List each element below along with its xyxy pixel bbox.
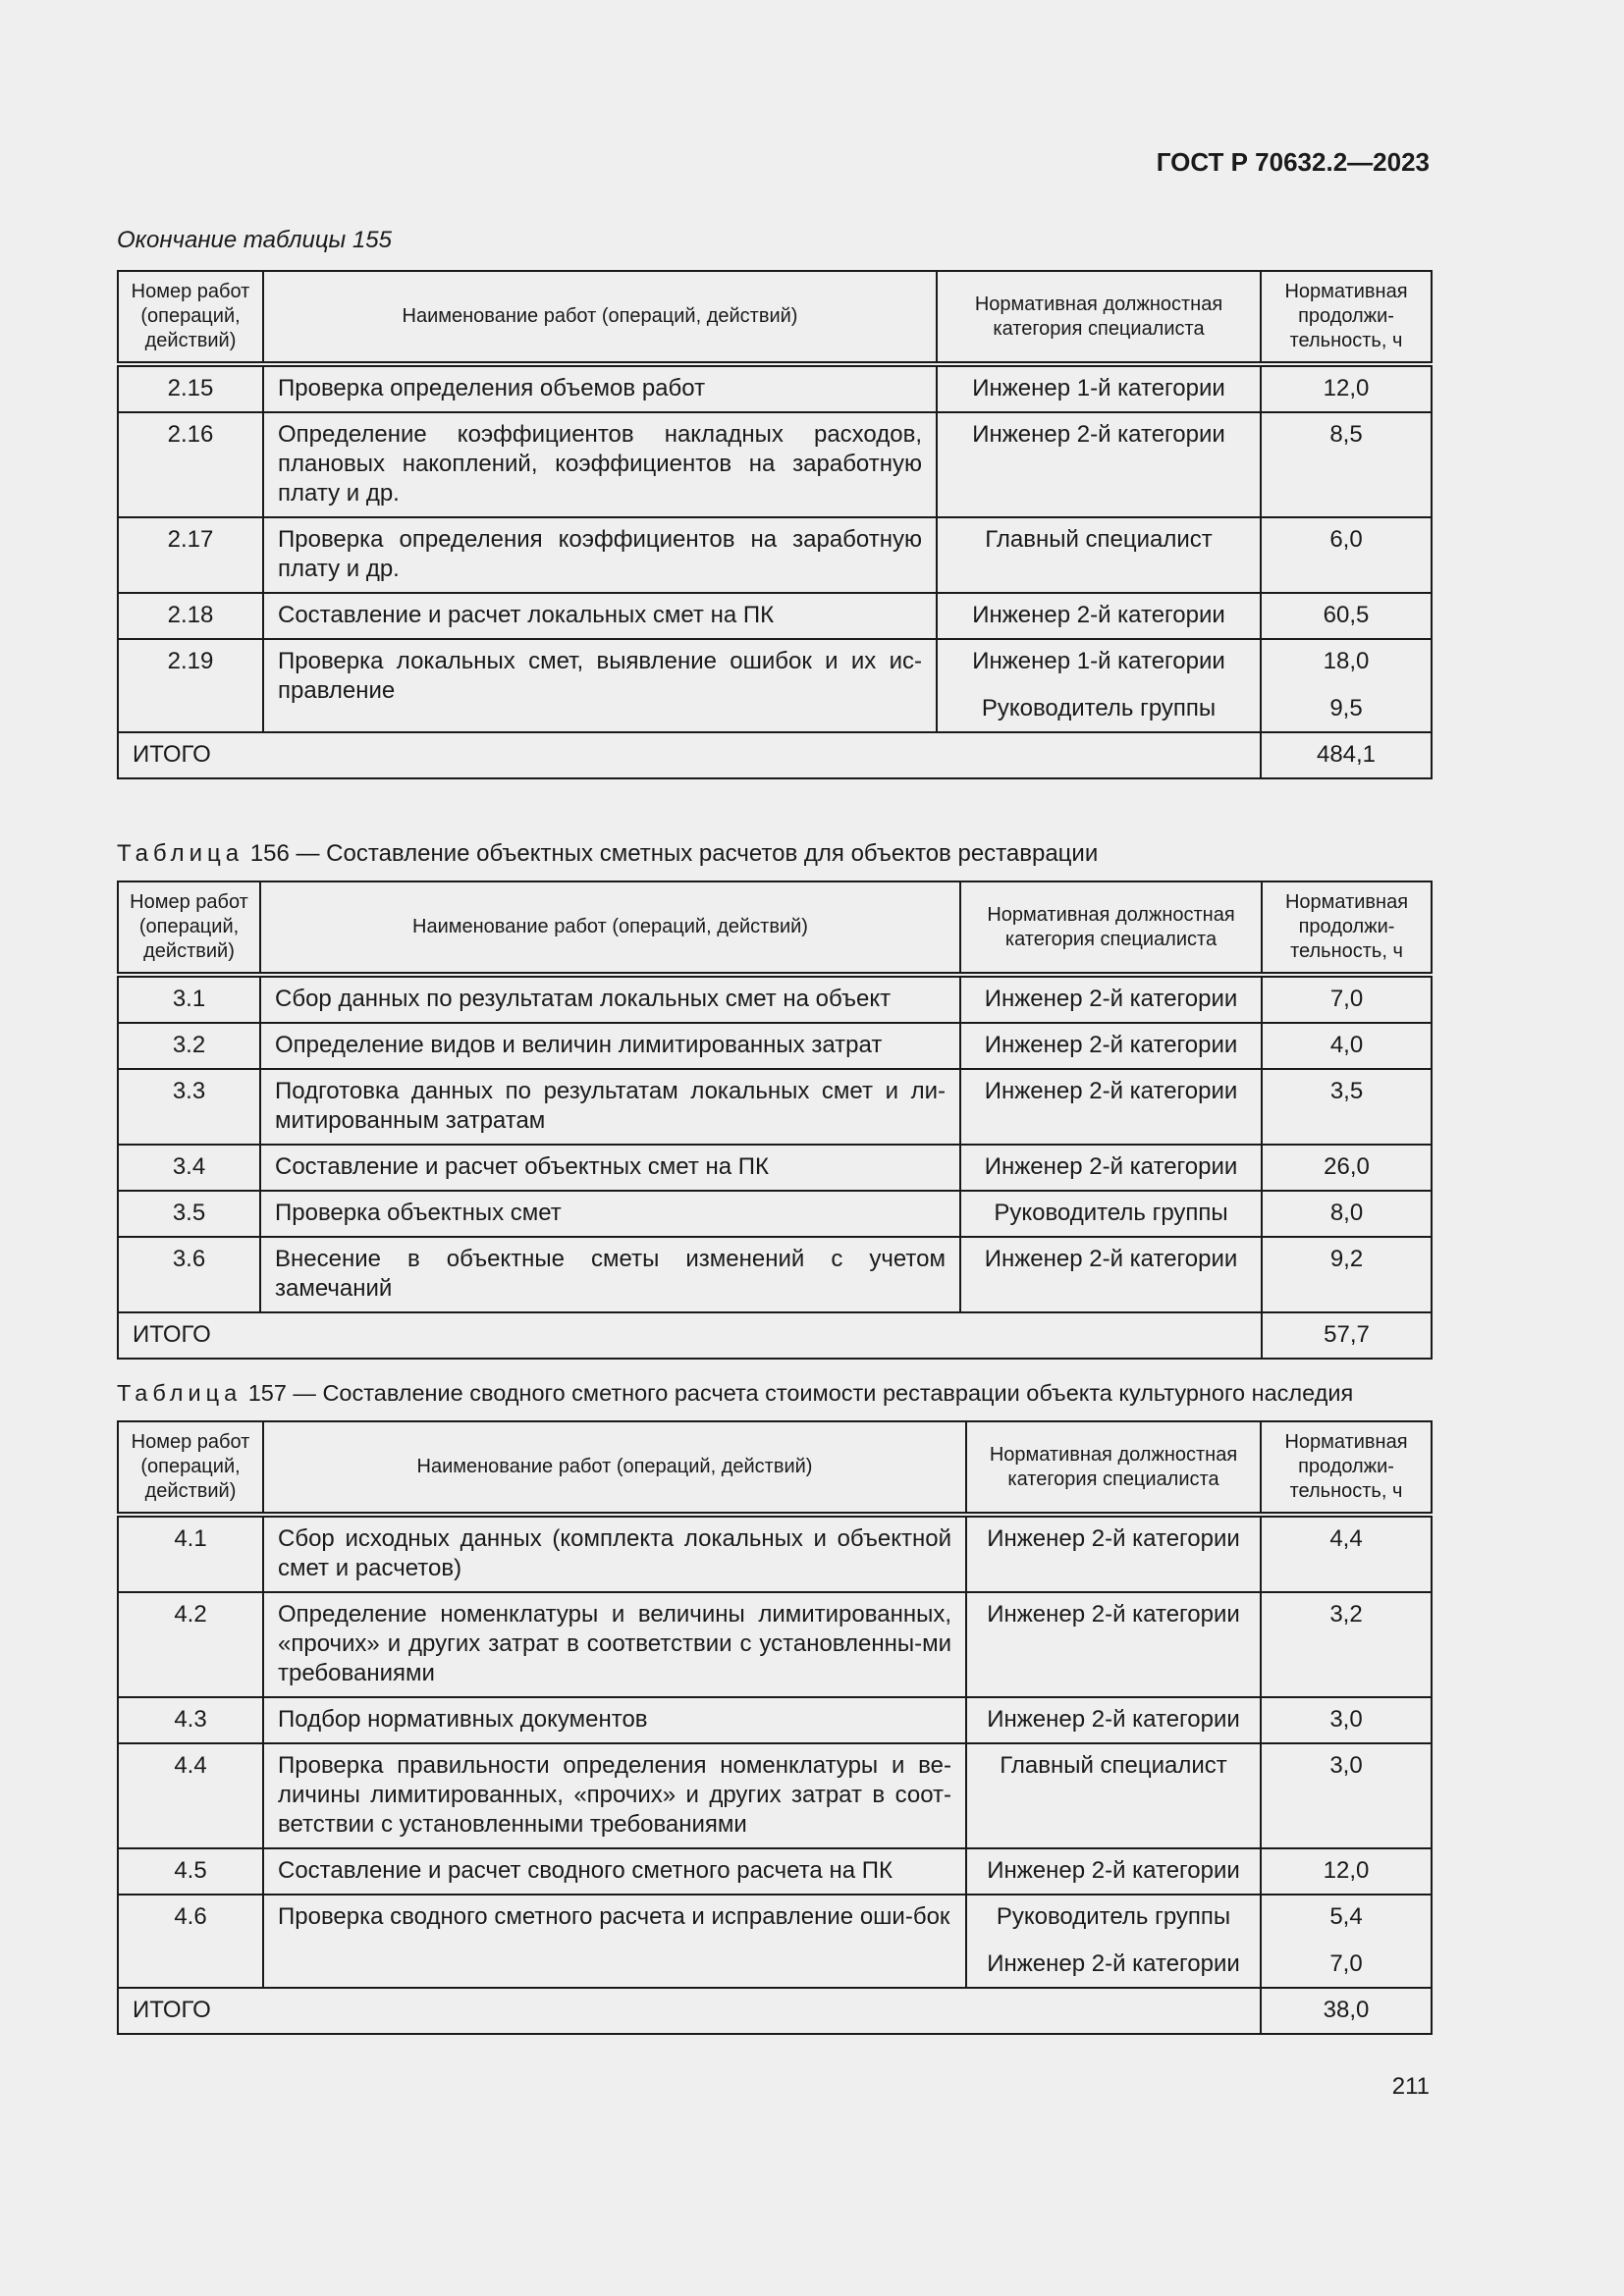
row-category-cell: [937, 517, 1261, 593]
column-header-duration: Нормативная продолжи-тельность, ч: [1261, 1421, 1432, 1515]
row-duration: 6,0: [1329, 526, 1363, 553]
row-duration: 8,0: [1329, 1200, 1364, 1226]
row-category: Инженер 2-й категории: [972, 602, 1225, 628]
row-category: Инженер 2-й категории: [972, 421, 1225, 448]
row-number: 3.4: [118, 1145, 260, 1191]
row-duration-cell: [1261, 1515, 1432, 1592]
column-header-category: Нормативная должностная категория специалиста: [960, 881, 1262, 975]
column-header-name: Наименование работ (операций, действий): [263, 1421, 966, 1515]
row-work-name: Составление и расчет объектных смет на ПК: [260, 1145, 960, 1191]
total-value: 38,0: [1261, 1988, 1432, 2034]
column-header-duration: Нормативная продолжи-тельность, ч: [1261, 271, 1432, 364]
total-row: [118, 732, 1432, 778]
row-duration-cell: [1261, 593, 1432, 639]
table-row: [118, 593, 1432, 639]
row-number: 4.2: [118, 1592, 263, 1697]
row-duration: 9,5: [1329, 695, 1363, 721]
header-row: [118, 1421, 1432, 1515]
table-156: [117, 881, 1433, 1360]
row-duration: 60,5: [1323, 602, 1370, 628]
row-duration-cell: [1262, 1023, 1432, 1069]
row-category: Инженер 1-й категории: [972, 648, 1225, 674]
table-157-caption-text: 157 — Составление сводного сметного расчета стоимости реставрации объекта культурного наследия: [247, 1380, 1354, 1406]
row-category-cell: [966, 1592, 1261, 1697]
row-category-cell: [960, 1145, 1262, 1191]
row-category: Инженер 2-й категории: [984, 986, 1238, 1012]
row-duration-cell: [1261, 1592, 1432, 1697]
row-number: 4.3: [118, 1697, 263, 1743]
row-category: Инженер 2-й категории: [984, 1032, 1238, 1058]
row-work-name: Проверка объектных смет: [260, 1191, 960, 1237]
table-body: [118, 1515, 1432, 2034]
row-duration: 7,0: [1329, 1950, 1363, 1977]
row-number: 3.5: [118, 1191, 260, 1237]
table-header: [118, 881, 1432, 975]
row-duration-cell: [1261, 1895, 1432, 1988]
row-number: 2.18: [118, 593, 263, 639]
table-row: [118, 412, 1432, 517]
column-header-number: Номер работ (операций, действий): [118, 1421, 263, 1515]
row-number: 2.19: [118, 639, 263, 732]
row-category: Инженер 2-й категории: [984, 1153, 1238, 1180]
row-number: 4.1: [118, 1515, 263, 1592]
column-header-name: Наименование работ (операций, действий): [260, 881, 960, 975]
row-work-name: Составление и расчет сводного сметного расчета на ПК: [263, 1848, 966, 1895]
row-duration-cell: [1261, 364, 1432, 412]
row-category-cell: [966, 1697, 1261, 1743]
row-duration: 8,5: [1329, 421, 1363, 448]
row-category: Главный специалист: [1000, 1752, 1227, 1779]
row-duration: 9,2: [1329, 1246, 1364, 1272]
row-work-name: Составление и расчет локальных смет на ПК: [263, 593, 937, 639]
row-category-cell: [937, 639, 1261, 732]
row-duration: 4,0: [1329, 1032, 1364, 1058]
row-work-name: Проверка локальных смет, выявление ошибок и их ис-правление: [263, 639, 937, 732]
page-number: 211: [1391, 2073, 1430, 2100]
total-value: 484,1: [1261, 732, 1432, 778]
row-duration: 26,0: [1324, 1153, 1370, 1180]
row-category-cell: [937, 412, 1261, 517]
row-work-name: Проверка определения объемов работ: [263, 364, 937, 412]
row-duration-cell: [1261, 639, 1432, 732]
row-work-name: Проверка сводного сметного расчета и исправление оши-бок: [263, 1895, 966, 1988]
document-code: ГОСТ Р 70632.2—2023: [1156, 147, 1430, 177]
row-duration-cell: [1262, 1069, 1432, 1145]
row-category-cell: [966, 1848, 1261, 1895]
row-category: Главный специалист: [985, 526, 1213, 553]
row-duration: 12,0: [1323, 375, 1370, 401]
row-category: Инженер 2-й категории: [987, 1950, 1240, 1977]
row-duration: 3,5: [1329, 1078, 1364, 1104]
row-duration-cell: [1261, 412, 1432, 517]
table-156-caption-text: 156 — Составление объектных сметных расчетов для объектов реставрации: [249, 840, 1099, 867]
row-category-cell: [960, 1191, 1262, 1237]
table-156-caption-word: Таблица: [117, 840, 244, 867]
row-work-name: Проверка правильности определения номенклатуры и ве-личины лимитированных, «прочих» и других затрат в соот-ветствии с установленными требованиями: [263, 1743, 966, 1848]
row-number: 3.1: [118, 975, 260, 1023]
table-155: [117, 270, 1433, 779]
row-category: Руководитель группы: [996, 1903, 1231, 1930]
row-number: 3.6: [118, 1237, 260, 1312]
table-row: [118, 1697, 1432, 1743]
row-category-cell: [937, 593, 1261, 639]
table-row: [118, 1743, 1432, 1848]
row-work-name: Проверка определения коэффициентов на заработную плату и др.: [263, 517, 937, 593]
table-row: [118, 364, 1432, 412]
table-row: [118, 1515, 1432, 1592]
table-header: [118, 271, 1432, 364]
row-number: 2.17: [118, 517, 263, 593]
row-category: Инженер 2-й категории: [987, 1601, 1240, 1628]
column-header-category: Нормативная должностная категория специалиста: [937, 271, 1261, 364]
row-duration-cell: [1262, 1191, 1432, 1237]
table-row: [118, 1145, 1432, 1191]
row-duration-cell: [1262, 975, 1432, 1023]
row-category: Руководитель группы: [994, 1200, 1228, 1226]
row-work-name: Определение видов и величин лимитированных затрат: [260, 1023, 960, 1069]
table-row: [118, 1069, 1432, 1145]
table-155-caption: Окончание таблицы 155: [117, 227, 392, 253]
total-value: 57,7: [1262, 1312, 1432, 1359]
header-row: [118, 271, 1432, 364]
total-row: [118, 1312, 1432, 1359]
column-header-number: Номер работ (операций, действий): [118, 881, 260, 975]
table-row: [118, 1237, 1432, 1312]
row-category-cell: [960, 1023, 1262, 1069]
table-157-caption-word: Таблица: [117, 1380, 243, 1406]
row-duration-cell: [1261, 1743, 1432, 1848]
row-duration-cell: [1261, 517, 1432, 593]
row-duration-cell: [1261, 1697, 1432, 1743]
row-duration: 5,4: [1329, 1903, 1363, 1930]
header-row: [118, 881, 1432, 975]
row-category-cell: [966, 1515, 1261, 1592]
table-row: [118, 1592, 1432, 1697]
table-row: [118, 1848, 1432, 1895]
row-category-cell: [966, 1895, 1261, 1988]
row-category: Руководитель группы: [981, 695, 1217, 721]
row-category: Инженер 2-й категории: [984, 1246, 1238, 1272]
table-row: [118, 1191, 1432, 1237]
row-number: 2.16: [118, 412, 263, 517]
table-body: [118, 364, 1432, 778]
column-header-number: Номер работ (операций, действий): [118, 271, 263, 364]
table-157-caption: [117, 1378, 1353, 1408]
row-work-name: Определение коэффициентов накладных расходов, плановых накоплений, коэффициентов на заработную плату и др.: [263, 412, 937, 517]
row-category: Инженер 2-й категории: [987, 1706, 1240, 1733]
row-number: 4.5: [118, 1848, 263, 1895]
row-category-cell: [937, 364, 1261, 412]
row-duration: 3,0: [1329, 1706, 1363, 1733]
row-duration-cell: [1262, 1145, 1432, 1191]
table-row: [118, 1023, 1432, 1069]
row-category: Инженер 2-й категории: [987, 1857, 1240, 1884]
column-header-name: Наименование работ (операций, действий): [263, 271, 937, 364]
row-duration: 18,0: [1323, 648, 1370, 674]
row-work-name: Подготовка данных по результатам локальных смет и ли-митированным затратам: [260, 1069, 960, 1145]
total-row: [118, 1988, 1432, 2034]
row-duration: 12,0: [1323, 1857, 1370, 1884]
row-work-name: Определение номенклатуры и величины лимитированных, «прочих» и других затрат в соответствии с установленны-ми требованиями: [263, 1592, 966, 1697]
row-work-name: Сбор данных по результатам локальных смет на объект: [260, 975, 960, 1023]
row-work-name: Внесение в объектные сметы изменений с учетом замечаний: [260, 1237, 960, 1312]
table-row: [118, 975, 1432, 1023]
row-duration-cell: [1262, 1237, 1432, 1312]
row-duration: 7,0: [1329, 986, 1364, 1012]
column-header-duration: Нормативная продолжи-тельность, ч: [1262, 881, 1432, 975]
table-header: [118, 1421, 1432, 1515]
row-number: 2.15: [118, 364, 263, 412]
row-number: 4.6: [118, 1895, 263, 1988]
row-category: Инженер 2-й категории: [984, 1078, 1238, 1104]
table-row: [118, 639, 1432, 732]
total-label: ИТОГО: [118, 1312, 1262, 1359]
table-157: [117, 1420, 1433, 2035]
row-number: 3.3: [118, 1069, 260, 1145]
table-156-caption: [117, 839, 1098, 869]
total-label: ИТОГО: [118, 732, 1261, 778]
row-work-name: Подбор нормативных документов: [263, 1697, 966, 1743]
table-body: [118, 975, 1432, 1359]
row-duration-cell: [1261, 1848, 1432, 1895]
table-row: [118, 517, 1432, 593]
total-label: ИТОГО: [118, 1988, 1261, 2034]
column-header-category: Нормативная должностная категория специалиста: [966, 1421, 1261, 1515]
row-category-cell: [960, 1069, 1262, 1145]
row-category-cell: [966, 1743, 1261, 1848]
row-category: Инженер 2-й категории: [987, 1525, 1240, 1552]
row-category-cell: [960, 1237, 1262, 1312]
table-row: [118, 1895, 1432, 1988]
row-number: 4.4: [118, 1743, 263, 1848]
row-duration: 3,0: [1329, 1752, 1363, 1779]
row-category: Инженер 1-й категории: [972, 375, 1225, 401]
row-category-cell: [960, 975, 1262, 1023]
row-number: 3.2: [118, 1023, 260, 1069]
row-duration: 4,4: [1329, 1525, 1363, 1552]
row-work-name: Сбор исходных данных (комплекта локальных и объектной смет и расчетов): [263, 1515, 966, 1592]
row-duration: 3,2: [1329, 1601, 1363, 1628]
